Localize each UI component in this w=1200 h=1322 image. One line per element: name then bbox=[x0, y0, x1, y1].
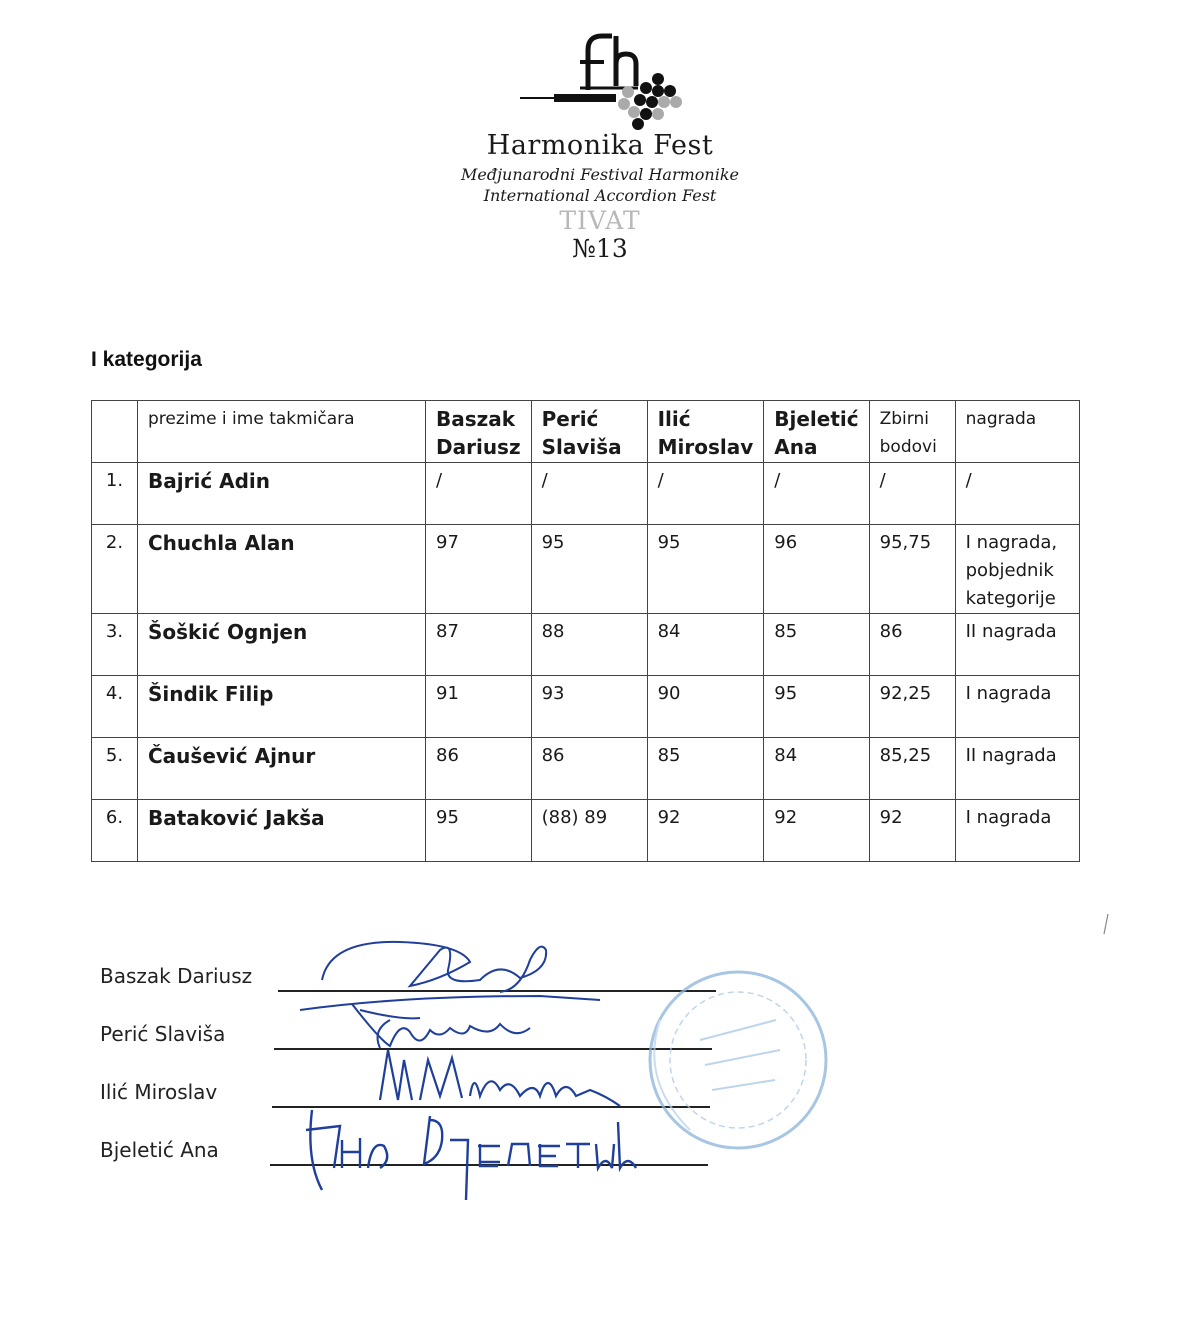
score-judge4: 84 bbox=[764, 738, 869, 800]
signature-label-judge2: Perić Slaviša bbox=[100, 1022, 226, 1046]
score-judge2: 95 bbox=[531, 525, 647, 614]
header-name-cell: prezime i ime takmičara bbox=[138, 401, 426, 463]
award-line: pobjednik bbox=[965, 560, 1054, 581]
award: I nagrada bbox=[955, 800, 1079, 862]
score-judge3: / bbox=[647, 463, 764, 525]
signature-label-judge1: Baszak Dariusz bbox=[100, 964, 253, 988]
table-header-row bbox=[92, 401, 1080, 463]
judge3-surname: Ilić bbox=[657, 407, 691, 431]
table-row bbox=[92, 676, 1080, 738]
signature-bjeletic-ana bbox=[306, 1110, 636, 1200]
accordion-logo-icon bbox=[518, 28, 688, 133]
score-judge4: / bbox=[764, 463, 869, 525]
row-number: 3. bbox=[92, 614, 138, 676]
festival-title: Harmonika Fest bbox=[486, 130, 714, 161]
score-total: 92,25 bbox=[869, 676, 955, 738]
category-heading: I kategorija bbox=[91, 348, 202, 371]
score-total: 95,75 bbox=[869, 525, 955, 614]
judge1-surname: Baszak bbox=[436, 407, 516, 431]
score-judge4: 92 bbox=[764, 800, 869, 862]
judge2-firstname: Slaviša bbox=[541, 435, 622, 459]
signature-baszak-dariusz bbox=[300, 942, 600, 1018]
results-table bbox=[91, 400, 1080, 862]
award: / bbox=[955, 463, 1079, 525]
signature-label-judge4: Bjeletić Ana bbox=[100, 1138, 219, 1162]
award bbox=[955, 525, 1079, 614]
table-row bbox=[92, 800, 1080, 862]
header-judge4-cell bbox=[764, 401, 869, 463]
contestant-name: Bataković Jakša bbox=[138, 800, 426, 862]
table-row bbox=[92, 614, 1080, 676]
row-number: 1. bbox=[92, 463, 138, 525]
header-judge1-cell bbox=[426, 401, 532, 463]
score-total: 86 bbox=[869, 614, 955, 676]
festival-logo bbox=[0, 28, 1200, 268]
score-judge3: 92 bbox=[647, 800, 764, 862]
contestant-name: Šoškić Ognjen bbox=[138, 614, 426, 676]
signature-ilic-miroslav bbox=[380, 1050, 620, 1106]
award: II nagrada bbox=[955, 738, 1079, 800]
festival-subtitle-en: International Accordion Fest bbox=[483, 186, 717, 205]
score-total: / bbox=[869, 463, 955, 525]
score-judge2: (88) 89 bbox=[531, 800, 647, 862]
score-judge2: 86 bbox=[531, 738, 647, 800]
award-line: I nagrada, bbox=[965, 532, 1058, 553]
score-judge1: 86 bbox=[426, 738, 532, 800]
score-judge4: 95 bbox=[764, 676, 869, 738]
score-judge1: 95 bbox=[426, 800, 532, 862]
score-judge3: 90 bbox=[647, 676, 764, 738]
score-judge4: 85 bbox=[764, 614, 869, 676]
row-number: 6. bbox=[92, 800, 138, 862]
header-award-cell: nagrada bbox=[955, 401, 1079, 463]
row-number: 5. bbox=[92, 738, 138, 800]
judge2-surname: Perić bbox=[541, 407, 599, 431]
table-row bbox=[92, 738, 1080, 800]
table-row bbox=[92, 525, 1080, 614]
judge4-firstname: Ana bbox=[774, 435, 818, 459]
stray-mark bbox=[1104, 914, 1108, 934]
score-judge1: 97 bbox=[426, 525, 532, 614]
signature-line bbox=[270, 1164, 708, 1166]
score-judge1: 91 bbox=[426, 676, 532, 738]
contestant-name: Čaušević Ajnur bbox=[138, 738, 426, 800]
header-judge3-cell bbox=[647, 401, 764, 463]
score-judge3: 84 bbox=[647, 614, 764, 676]
judge4-surname: Bjeletić bbox=[774, 407, 859, 431]
header-number-cell bbox=[92, 401, 138, 463]
contestant-name: Šindik Filip bbox=[138, 676, 426, 738]
score-judge3: 95 bbox=[647, 525, 764, 614]
festival-city: TIVAT bbox=[559, 206, 641, 235]
contestant-name: Chuchla Alan bbox=[138, 525, 426, 614]
total-header-line2: bodovi bbox=[879, 437, 937, 457]
total-header-line1: Zbirni bbox=[879, 409, 929, 429]
score-total: 85,25 bbox=[869, 738, 955, 800]
score-judge1: / bbox=[426, 463, 532, 525]
score-judge2: / bbox=[531, 463, 647, 525]
signature-peric-slavisa bbox=[352, 1004, 530, 1048]
row-number: 2. bbox=[92, 525, 138, 614]
contestant-name: Bajrić Adin bbox=[138, 463, 426, 525]
award-line: kategorije bbox=[965, 588, 1056, 609]
judge1-firstname: Dariusz bbox=[436, 435, 521, 459]
score-judge2: 93 bbox=[531, 676, 647, 738]
score-judge4: 96 bbox=[764, 525, 869, 614]
table-row bbox=[92, 463, 1080, 525]
score-judge3: 85 bbox=[647, 738, 764, 800]
signature-line bbox=[278, 990, 716, 992]
official-stamp-icon bbox=[650, 972, 826, 1148]
header-total-cell bbox=[869, 401, 955, 463]
judge3-firstname: Miroslav bbox=[657, 435, 754, 459]
score-total: 92 bbox=[869, 800, 955, 862]
row-number: 4. bbox=[92, 676, 138, 738]
score-judge2: 88 bbox=[531, 614, 647, 676]
festival-edition: №13 bbox=[572, 234, 628, 263]
award: II nagrada bbox=[955, 614, 1079, 676]
signatures-and-stamp bbox=[0, 900, 1200, 1220]
signature-line bbox=[272, 1106, 710, 1108]
signature-label-judge3: Ilić Miroslav bbox=[100, 1080, 218, 1104]
festival-subtitle-local: Međjunarodni Festival Harmonike bbox=[461, 165, 739, 184]
award: I nagrada bbox=[955, 676, 1079, 738]
header-judge2-cell bbox=[531, 401, 647, 463]
signature-line bbox=[274, 1048, 712, 1050]
score-judge1: 87 bbox=[426, 614, 532, 676]
